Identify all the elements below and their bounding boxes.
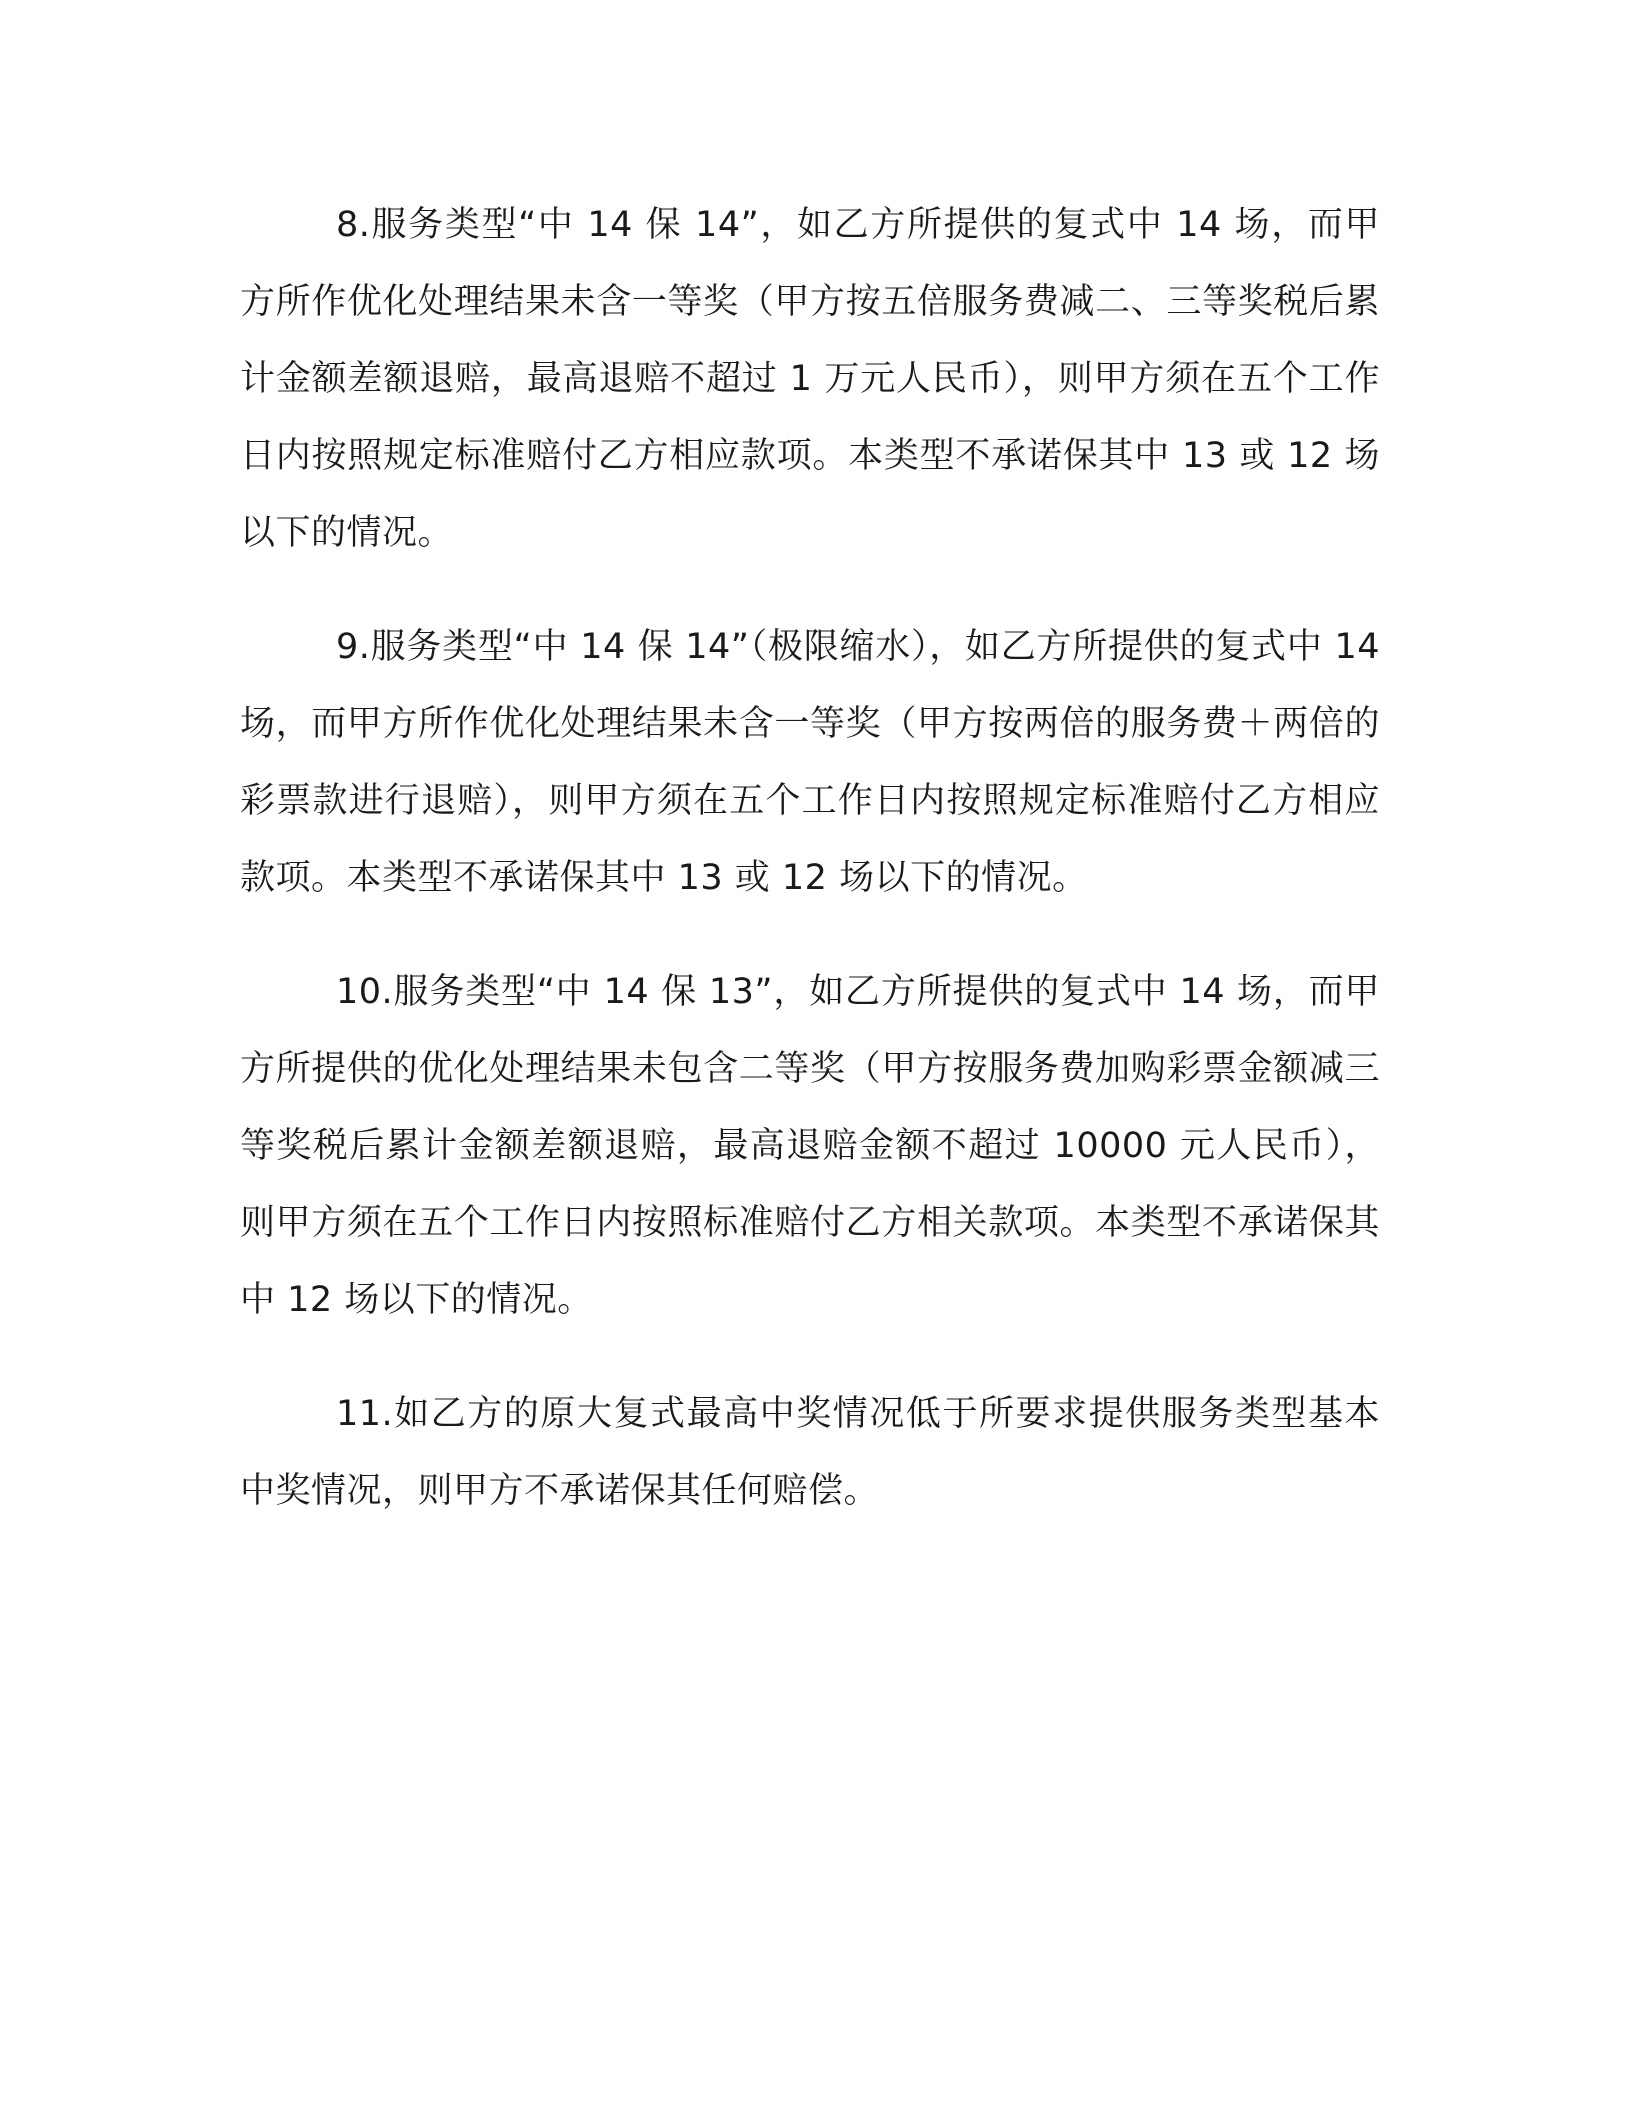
clause-9: 9.服务类型“中 14 保 14”（极限缩水），如乙方所提供的复式中 14 场，而甲方所作优化处理结果未含一等奖（甲方按两倍的服务费＋两倍的彩票款进行退赔），则甲方须在五个工作日内按照规定标准赔付乙方相应款项。本类型不承诺保其中 13 或 12 场以下的情况。 <box>240 627 1380 898</box>
clause-10: 10.服务类型“中 14 保 13”，如乙方所提供的复式中 14 场，而甲方所提供的优化处理结果未包含二等奖（甲方按服务费加购彩票金额减三等奖税后累计金额差额退赔，最高退赔金额不超过 10000 元人民币），则甲方须在五个工作日内按照标准赔付乙方相关款项。本类型不承诺保其中 12 场以下的情况。 <box>240 972 1380 1320</box>
document-body <box>240 187 1380 1567</box>
clause-11: 11.如乙方的原大复式最高中奖情况低于所要求提供服务类型基本中奖情况，则甲方不承诺保其任何赔偿。 <box>240 1394 1380 1511</box>
clause-8: 8.服务类型“中 14 保 14”，如乙方所提供的复式中 14 场，而甲方所作优化处理结果未含一等奖（甲方按五倍服务费减二、三等奖税后累计金额差额退赔，最高退赔不超过 1 万元人民币），则甲方须在五个工作日内按照规定标准赔付乙方相应款项。本类型不承诺保其中 13 或 12 场以下的情况。 <box>240 205 1380 553</box>
